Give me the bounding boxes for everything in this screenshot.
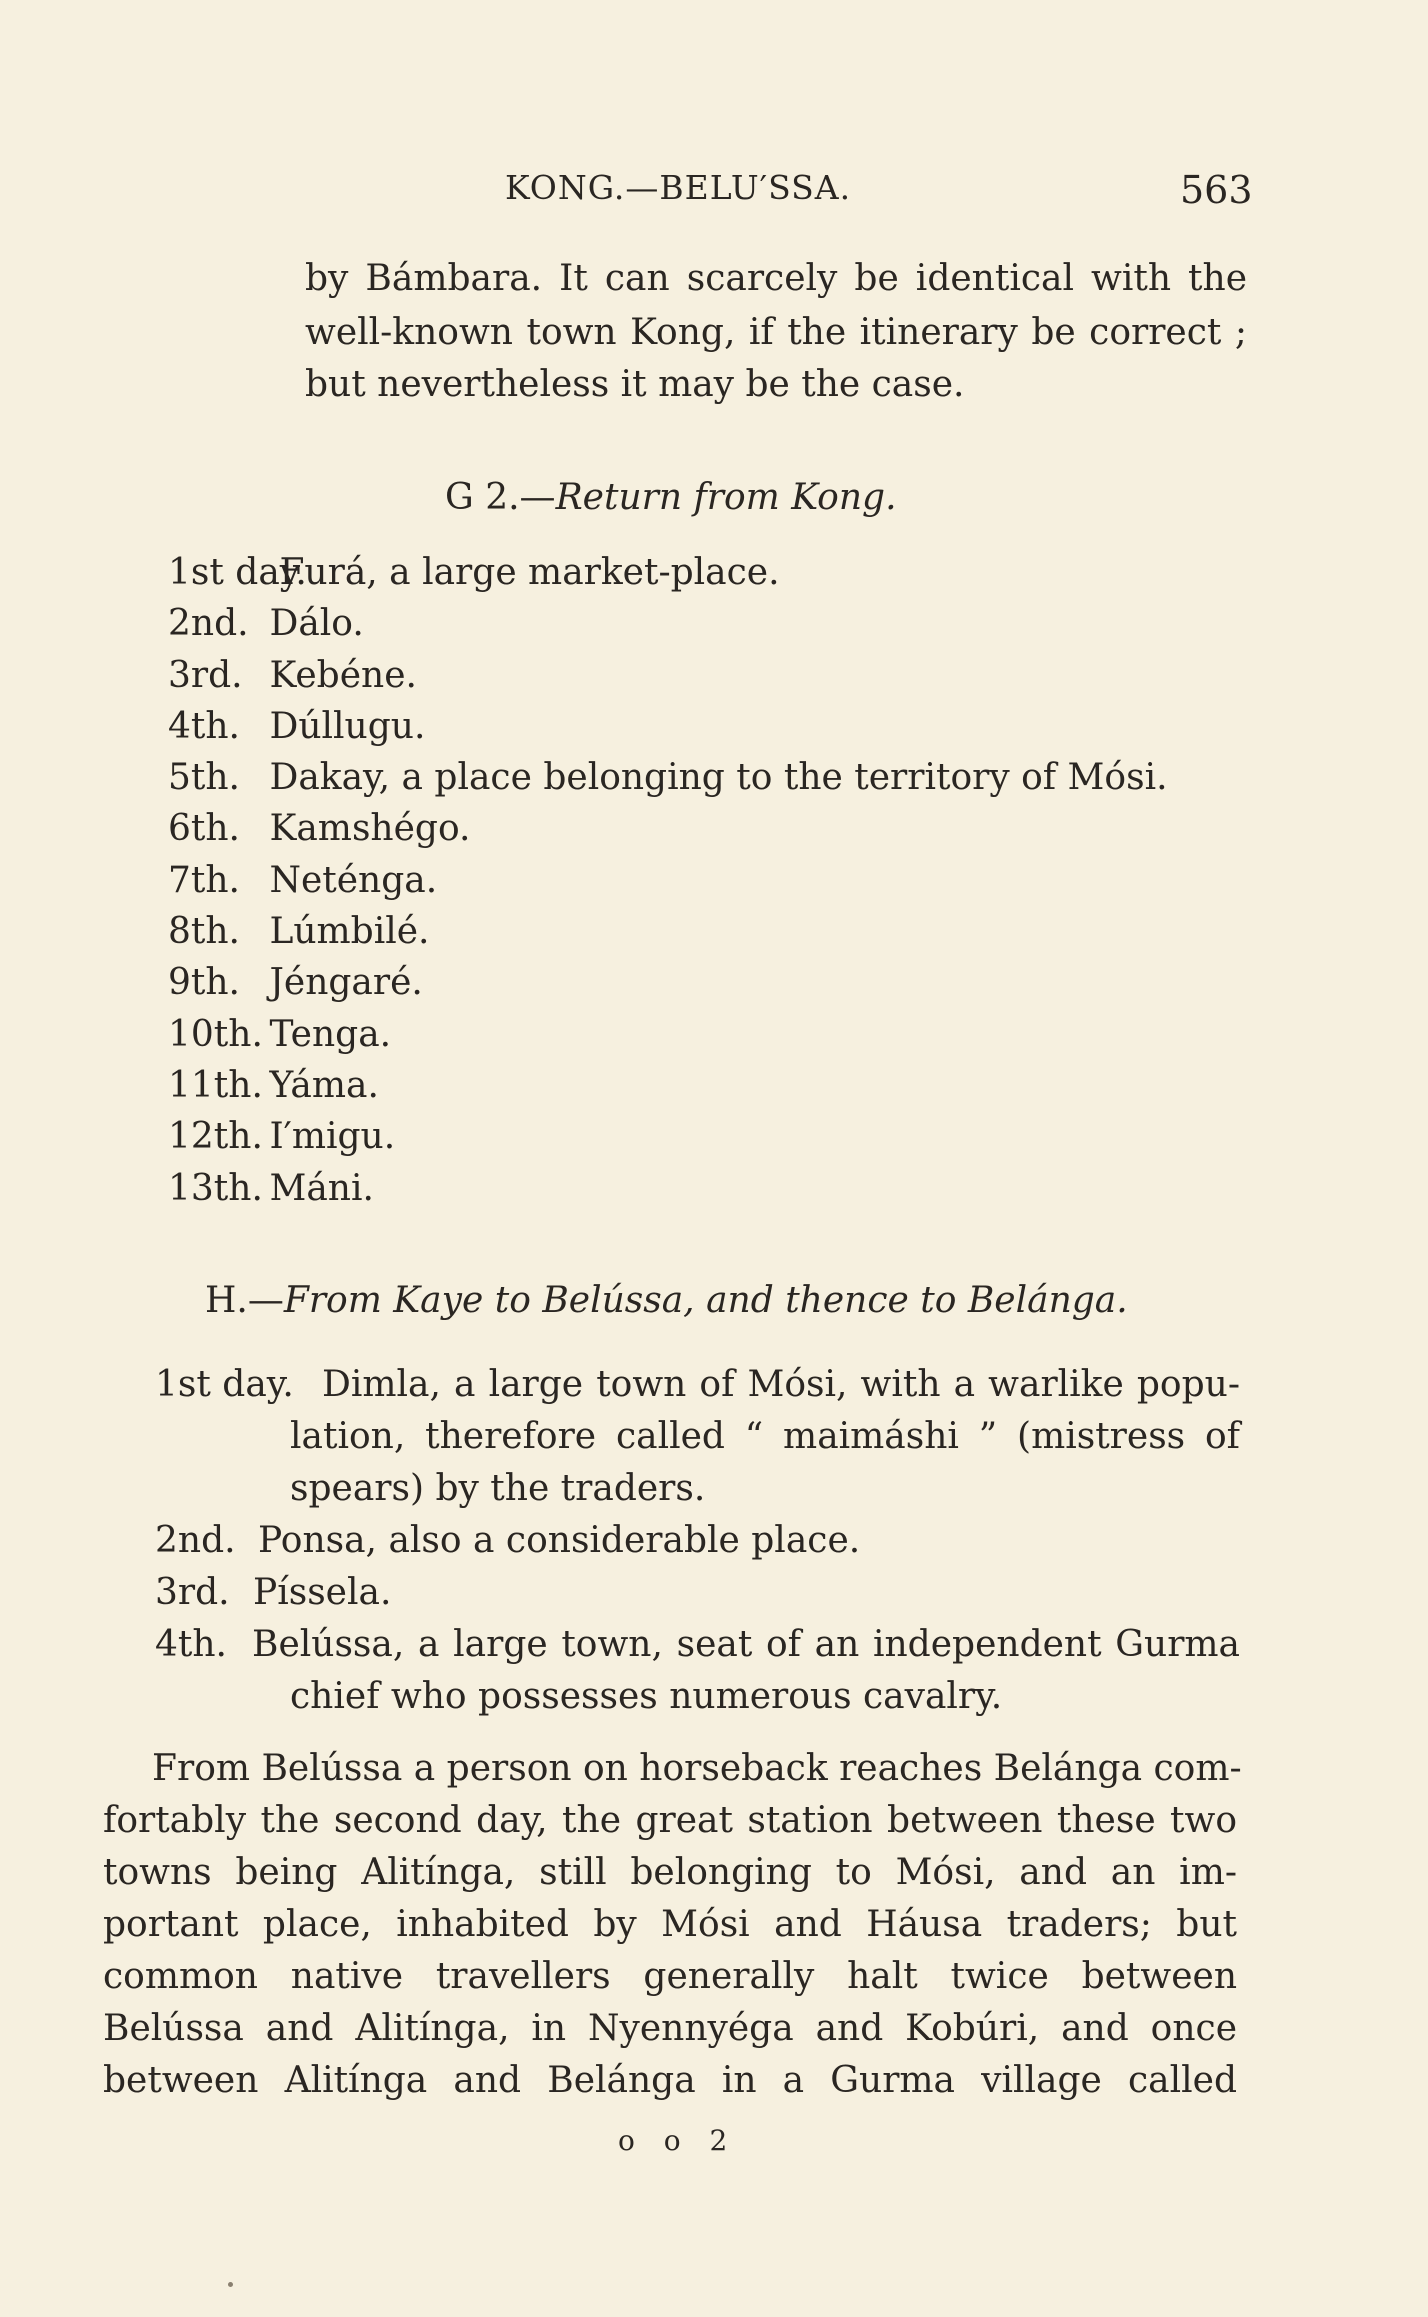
h-day-1-line-2: lation, therefore called “ maimáshi ” (mistress of: [290, 1416, 1240, 1457]
h-day-2-label: 2nd.: [155, 1520, 236, 1561]
list-item: [168, 650, 1168, 701]
section-h-prefix: H.—: [205, 1280, 284, 1321]
place: Dakay, a place belonging to the territory of Mósi.: [269, 757, 1168, 799]
place: Furá, a large market-place.: [279, 552, 780, 593]
day-label: 8th.: [168, 911, 240, 953]
closing-line-3: towns being Alitínga, still belonging to Mósi, and an im-: [103, 1852, 1237, 1893]
list-item: [168, 547, 1168, 598]
running-header: KONG.—BELU′SSA.: [505, 168, 852, 207]
list-item: [168, 855, 1168, 906]
h-day-4-line-2: chief who possesses numerous cavalry.: [290, 1676, 1003, 1717]
list-item: [168, 1060, 1168, 1111]
list-item: [168, 1111, 1168, 1162]
list-item: [168, 598, 1168, 649]
h-day-3-label: 3rd.: [155, 1572, 230, 1613]
closing-line-4: portant place, inhabited by Mósi and Háusa traders; but: [103, 1904, 1237, 1945]
day-label: 12th.: [168, 1116, 263, 1158]
h-day-1-label: 1st day.: [155, 1364, 294, 1405]
h-day-4-line-1: Belússa, a large town, seat of an independent Gurma: [252, 1624, 1240, 1665]
section-h-title: From Kaye to Belússa, and thence to Belánga.: [283, 1280, 1128, 1321]
day-label: 10th.: [168, 1013, 263, 1055]
h-day-3-line-1: Píssela.: [253, 1572, 392, 1613]
day-label: 3rd.: [168, 654, 243, 696]
day-label: 6th.: [168, 808, 240, 850]
day-label: 2nd.: [168, 603, 249, 645]
section-g2-title: Return from Kong.: [555, 477, 897, 518]
day-label: 4th.: [168, 705, 240, 747]
intro-line-3: but nevertheless it may be the case.: [305, 364, 965, 405]
intro-line-2: well-known town Kong, if the itinerary be correct ;: [305, 312, 1247, 353]
list-item: [168, 752, 1168, 803]
place: Máni.: [269, 1167, 374, 1209]
closing-line-1: From Belússa a person on horseback reaches Belánga com-: [152, 1748, 1242, 1789]
h-day-1-line-1: Dimla, a large town of Mósi, with a warlike popu-: [322, 1364, 1240, 1405]
signature-mark: o o 2: [618, 2124, 738, 2157]
list-item: [168, 1009, 1168, 1060]
list-item: [168, 906, 1168, 957]
intro-line-1: by Bámbara. It can scarcely be identical with the: [305, 258, 1247, 299]
section-h-heading: [205, 1280, 1128, 1321]
closing-line-7: between Alitínga and Belánga in a Gurma village called: [103, 2060, 1237, 2101]
place: Kebéne.: [269, 654, 417, 696]
place: Kamshégo.: [269, 808, 471, 850]
day-label: 11th.: [168, 1064, 263, 1106]
list-item: [168, 957, 1168, 1008]
day-label: 9th.: [168, 962, 240, 1004]
closing-line-2: fortably the second day, the great station between these two: [103, 1800, 1237, 1841]
day-label: 5th.: [168, 757, 240, 799]
place: Jéngaré.: [269, 962, 423, 1004]
day-label: 7th.: [168, 859, 240, 901]
list-item: [168, 701, 1168, 752]
h-day-2-line-1: Ponsa, also a considerable place.: [258, 1520, 861, 1561]
paper-speck: [228, 2282, 233, 2287]
page-number: 563: [1180, 168, 1253, 212]
list-item: [168, 803, 1168, 854]
closing-line-5: common native travellers generally halt twice between: [103, 1956, 1237, 1997]
g2-itinerary-list: [168, 547, 1168, 1214]
section-g2-prefix: G 2.—: [445, 477, 556, 518]
closing-line-6: Belússa and Alitínga, in Nyennyéga and Kobúri, and once: [103, 2008, 1237, 2049]
place: Yáma.: [269, 1064, 379, 1106]
place: Dálo.: [269, 603, 364, 645]
list-item: [168, 1163, 1168, 1214]
place: Tenga.: [269, 1013, 392, 1055]
place: Dúllugu.: [269, 705, 426, 747]
place: I′migu.: [269, 1116, 396, 1158]
day-label: 13th.: [168, 1167, 263, 1209]
section-g2-heading: [445, 477, 897, 518]
day-label: 1st day.: [168, 552, 307, 593]
h-day-4-label: 4th.: [155, 1624, 227, 1665]
h-day-1-line-3: spears) by the traders.: [290, 1468, 706, 1509]
place: Neténga.: [269, 859, 438, 901]
place: Lúmbilé.: [269, 911, 430, 953]
